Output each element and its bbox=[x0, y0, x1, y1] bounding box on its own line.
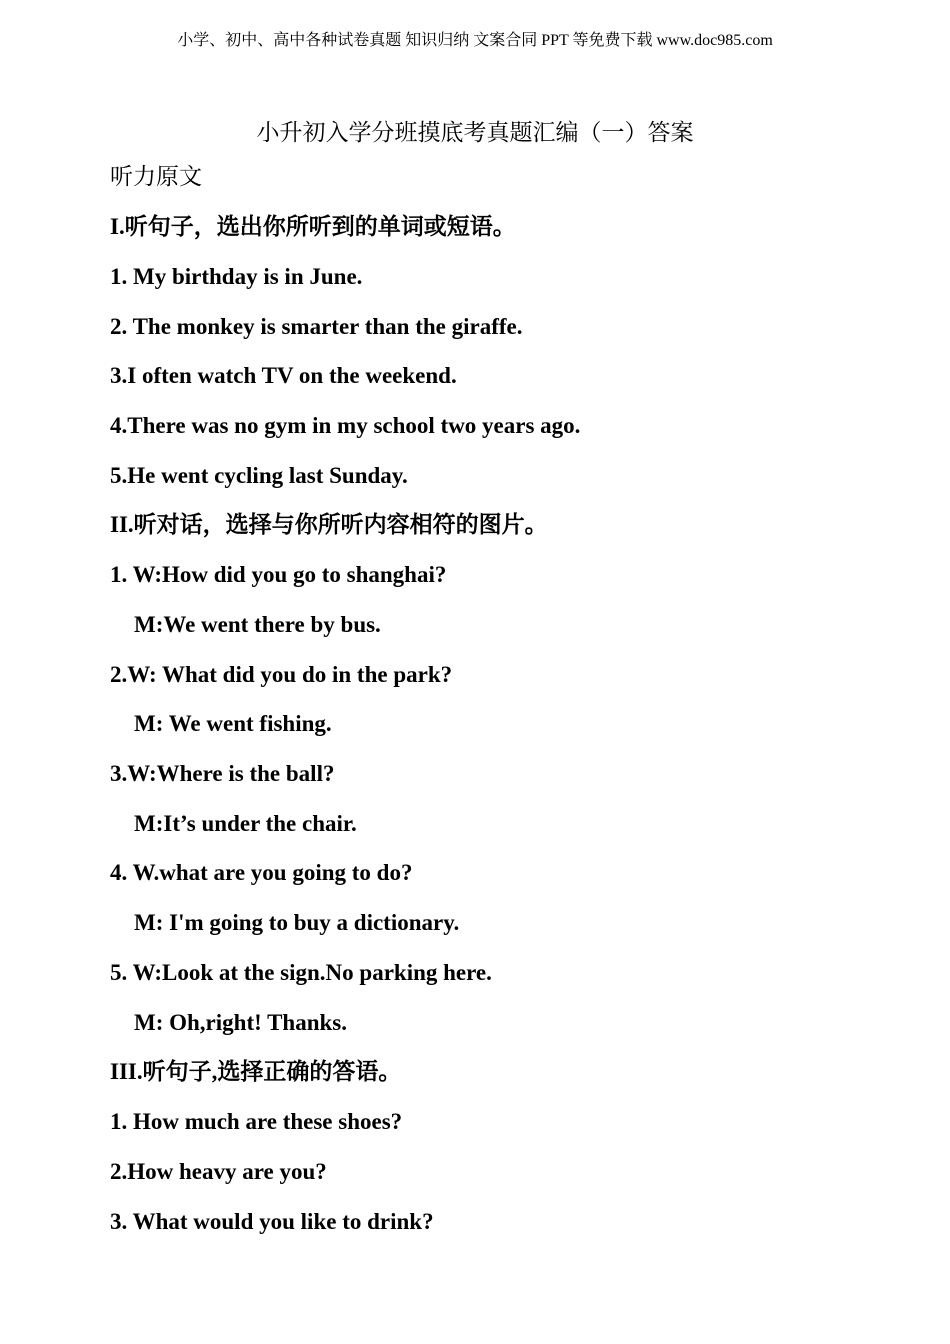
list-item: 3.I often watch TV on the weekend. bbox=[110, 363, 457, 388]
list-item: 3. What would you like to drink? bbox=[110, 1209, 434, 1234]
dialog-line-w: 3.W:Where is the ball? bbox=[110, 761, 335, 786]
section-heading-1: I.听句子，选出你所听到的单词或短语。 bbox=[110, 214, 516, 239]
dialog-line-w: 2.W: What did you do in the park? bbox=[110, 662, 453, 687]
list-item: 4.There was no gym in my school two years ago. bbox=[110, 413, 581, 438]
dialog-line-m: M:It’s under the chair. bbox=[134, 811, 357, 836]
list-item: 1. How much are these shoes? bbox=[110, 1109, 403, 1134]
dialog-line-m: M: Oh,right! Thanks. bbox=[134, 1010, 348, 1035]
dialog-line-w: 4. W.what are you going to do? bbox=[110, 860, 413, 885]
list-item: 2.How heavy are you? bbox=[110, 1159, 327, 1184]
list-item: 1. My birthday is in June. bbox=[110, 264, 363, 289]
dialog-line-w: 1. W:How did you go to shanghai? bbox=[110, 562, 447, 587]
list-item: 2. The monkey is smarter than the giraffe. bbox=[110, 314, 523, 339]
page-title: 小升初入学分班摸底考真题汇编（一）答案 bbox=[256, 120, 694, 146]
section-heading-3: III.听句子,选择正确的答语。 bbox=[110, 1059, 402, 1084]
page-header: 小学、初中、高中各种试卷真题 知识归纳 文案合同 PPT 等免费下载 www.doc985.com bbox=[177, 32, 773, 49]
section-subtitle: 听力原文 bbox=[110, 164, 202, 190]
dialog-line-m: M:We went there by bus. bbox=[134, 612, 381, 637]
dialog-line-w: 5. W:Look at the sign.No parking here. bbox=[110, 960, 492, 985]
dialog-line-m: M: We went fishing. bbox=[134, 711, 332, 736]
dialog-line-m: M: I'm going to buy a dictionary. bbox=[134, 910, 460, 935]
list-item: 5.He went cycling last Sunday. bbox=[110, 463, 408, 488]
section-heading-2: II.听对话，选择与你所听内容相符的图片。 bbox=[110, 512, 548, 537]
